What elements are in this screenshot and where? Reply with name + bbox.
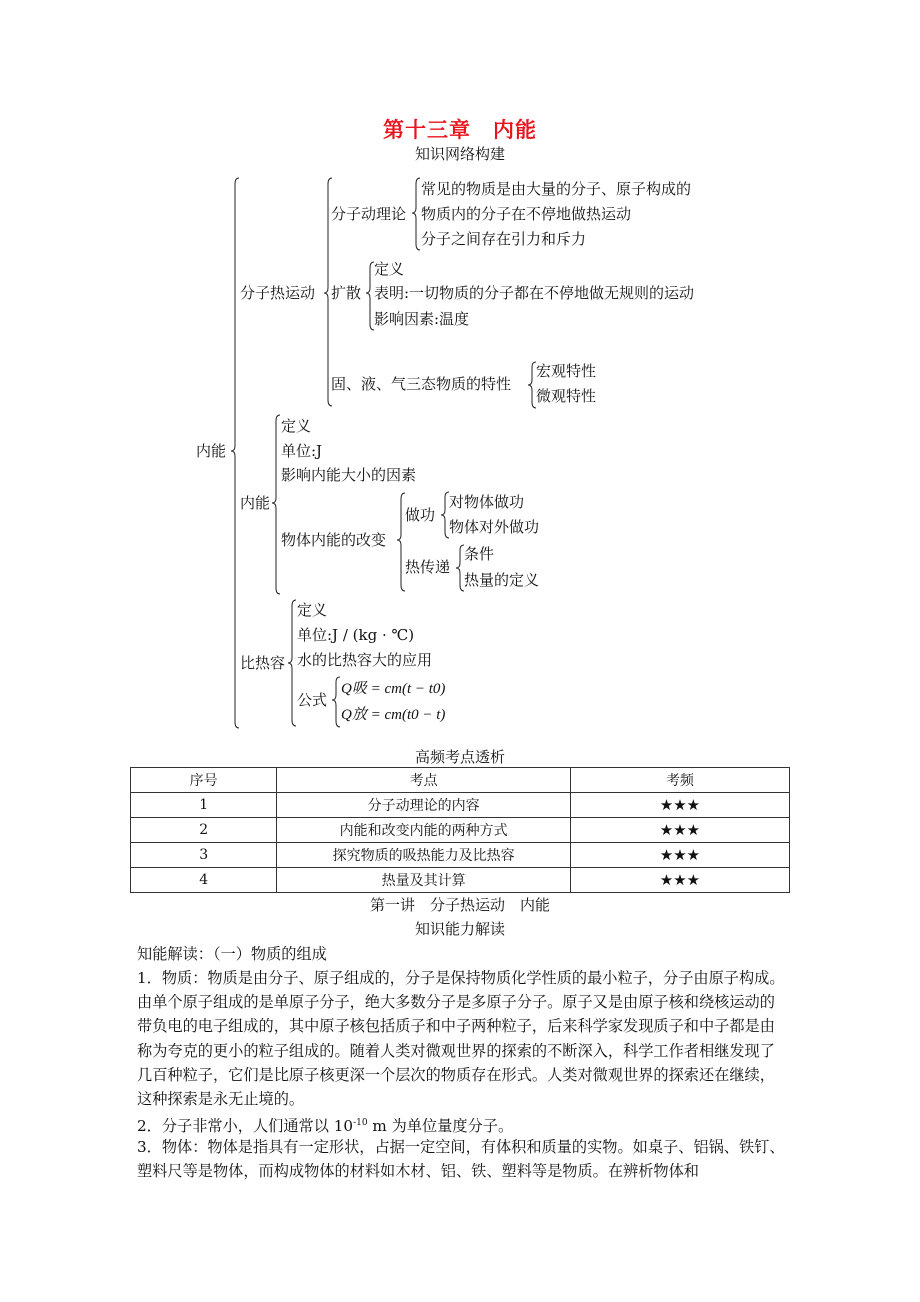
row-topic: 热量及其计算 — [277, 868, 571, 893]
lecture-subtitle: 知识能力解读 — [414, 920, 505, 938]
b3-item: 水的比热容大的应用 — [297, 651, 433, 669]
diffusion-item: 定义 — [374, 260, 405, 278]
row-freq-stars: ★★★ — [570, 843, 789, 868]
intro-line: 知能解读：（一）物质的组成 — [137, 945, 327, 963]
b2-brace — [272, 415, 280, 594]
formula-label: 公式 — [297, 691, 328, 709]
table-row — [131, 843, 790, 868]
diffusion-item: 影响因素:温度 — [374, 310, 470, 328]
root-brace — [231, 178, 239, 728]
kinetic-item: 常见的物质是由大量的分子、原子构成的 — [421, 180, 692, 198]
row-freq-stars: ★★★ — [570, 818, 789, 843]
b1-label: 分子热运动 — [240, 284, 316, 302]
header-freq: 考频 — [570, 768, 789, 793]
row-no: 2 — [131, 818, 277, 843]
states-brace — [528, 362, 536, 408]
row-freq-stars: ★★★ — [570, 793, 789, 818]
table-header-row — [131, 768, 790, 793]
formula-brace — [332, 677, 340, 727]
header-no: 序号 — [131, 768, 277, 793]
work-item: 对物体做功 — [449, 493, 525, 511]
diffusion-item: 表明:一切物质的分子都在不停地做无规则的运动 — [374, 284, 695, 302]
paragraph-3: 3．物体：物体是指具有一定形状，占据一定空间，有体积和质量的实物。如桌子、铝锅、铁钉、塑料尺等是物体，而构成物体的材料如木材、铝、铁、塑料等是物质。在辨析物体和 — [137, 1138, 785, 1181]
section-heading: 知识网络构建 — [414, 145, 505, 163]
row-no: 1 — [131, 793, 277, 818]
kinetic-brace — [412, 178, 420, 250]
kinetic-item: 物质内的分子在不停地做热运动 — [421, 205, 632, 223]
b2-label: 内能 — [240, 494, 271, 512]
p2-before: 2．分子非常小，人们通常以 10 — [137, 1117, 354, 1136]
row-freq-stars: ★★★ — [570, 868, 789, 893]
b3-brace — [288, 600, 296, 726]
kinetic-item: 分子之间存在引力和斥力 — [421, 230, 587, 248]
states-item: 微观特性 — [536, 387, 597, 405]
row-topic: 探究物质的吸热能力及比热容 — [277, 843, 571, 868]
diffusion-label: 扩散 — [331, 284, 362, 302]
work-brace — [441, 492, 449, 538]
work-label: 做功 — [405, 506, 436, 524]
b2-item: 定义 — [281, 417, 312, 435]
row-topic: 分子动理论的内容 — [277, 793, 571, 818]
table-row — [131, 868, 790, 893]
change-label: 物体内能的改变 — [281, 531, 387, 549]
chapter-title: 第十三章 内能 — [383, 118, 537, 142]
p2-exponent: -10 — [353, 1118, 368, 1128]
p2-after: m 为单位量度分子。 — [367, 1117, 514, 1136]
lecture-title: 第一讲 分子热运动 内能 — [369, 896, 550, 914]
root-label: 内能 — [196, 442, 227, 460]
formula-q-absorb: Q吸 = cm(t − t0) — [341, 681, 446, 697]
diffusion-brace — [366, 262, 374, 330]
b2-item: 单位:J — [281, 442, 323, 460]
b2-item: 影响内能大小的因素 — [281, 466, 417, 484]
paragraph-1: 1．物质：物质是由分子、原子组成的，分子是保持物质化学性质的最小粒子，分子由原子构成。由单个原子组成的是单原子分子，绝大多数分子是多原子分子。原子又是由原子核和绕核运动的带负电的电子组成的，其中原子核包括质子和中子两种粒子，后来科学家发现质子和中子都是由称为夸克的更小的粒子组成的。随着人类对微观世界的探索的不断深入，科学工作者相继发现了几百种粒子，它们是比原子核更深一个层次的物质存在形式。人类对微观世界的探索还在继续，这种探索是永无止境的。 — [137, 969, 785, 1109]
heat-item: 热量的定义 — [464, 571, 540, 589]
states-item: 宏观特性 — [536, 362, 597, 380]
b3-label: 比热容 — [240, 654, 286, 672]
key-points-table — [130, 767, 790, 893]
b3-item: 单位:J / (kg · ℃) — [297, 626, 415, 644]
row-no: 4 — [131, 868, 277, 893]
header-topic: 考点 — [277, 768, 571, 793]
b3-item: 定义 — [297, 601, 328, 619]
formula-q-release: Q放 = cm(t0 − t) — [341, 707, 446, 723]
row-no: 3 — [131, 843, 277, 868]
states-label: 固、液、气三态物质的特性 — [331, 375, 512, 393]
work-item: 物体对外做功 — [449, 518, 540, 536]
heat-brace — [456, 545, 464, 591]
table-caption: 高频考点透析 — [414, 748, 505, 766]
change-brace — [397, 493, 405, 591]
row-topic: 内能和改变内能的两种方式 — [277, 818, 571, 843]
table-row — [131, 793, 790, 818]
kinetic-label: 分子动理论 — [331, 205, 407, 223]
heat-label: 热传递 — [405, 558, 451, 576]
heat-item: 条件 — [464, 545, 495, 563]
table-row — [131, 818, 790, 843]
